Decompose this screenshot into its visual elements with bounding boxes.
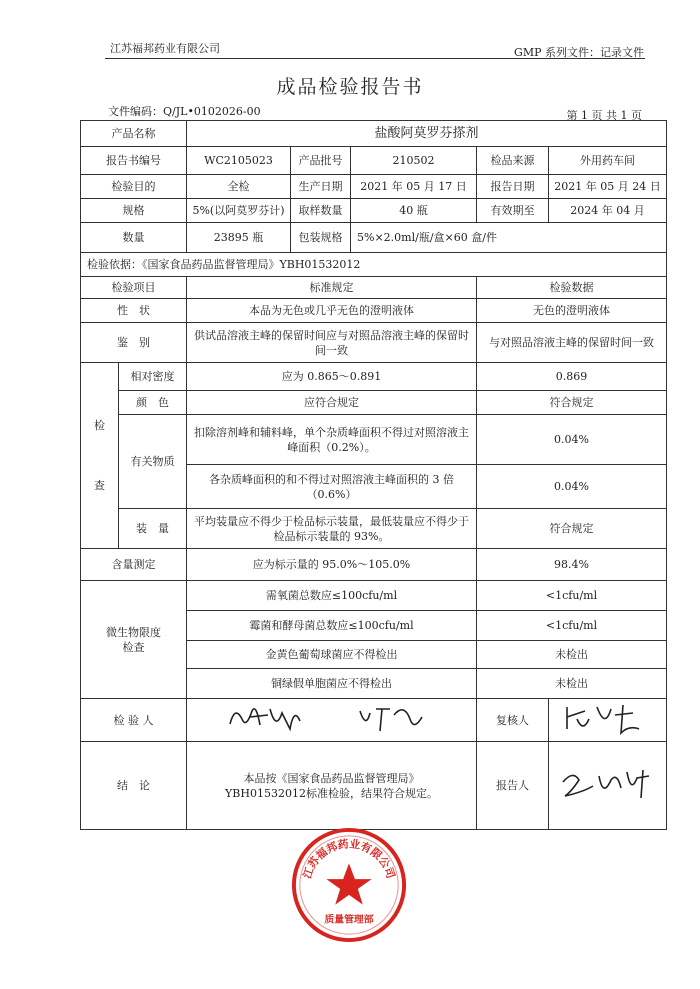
impurities-label: 有关物质 xyxy=(119,415,187,509)
quantity-value: 23895 瓶 xyxy=(187,223,291,253)
identification-result: 与对照品溶液主峰的保留时间一致 xyxy=(477,323,667,363)
purpose-value: 全检 xyxy=(187,175,291,199)
document-type: GMP 系列文件：记录文件 xyxy=(514,46,644,59)
inspector-signatures xyxy=(187,699,477,742)
identification-standard: 供试品溶液主峰的保留时间应与对照品溶液主峰的保留时间一致 xyxy=(187,323,477,363)
report-no-value: WC2105023 xyxy=(187,147,291,175)
mfg-date-label: 生产日期 xyxy=(291,175,351,199)
micro-result: 未检出 xyxy=(477,669,667,699)
expiry-label: 有效期至 xyxy=(477,199,549,223)
micro-standard: 霉菌和酵母菌总数应≤100cfu/ml xyxy=(187,611,477,641)
batch-value: 210502 xyxy=(351,147,477,175)
inspector-signature-image xyxy=(190,699,477,737)
inspection-basis: 检验依据：《国家食品药品监督管理局》YBH01532012 xyxy=(81,253,667,277)
assay-result: 98.4% xyxy=(477,549,667,581)
product-name-value: 盐酸阿莫罗芬搽剂 xyxy=(187,121,667,147)
report-no-label: 报告书编号 xyxy=(81,147,187,175)
sample-qty-label: 取样数量 xyxy=(291,199,351,223)
micro-result: 未检出 xyxy=(477,641,667,669)
color-result: 符合规定 xyxy=(477,391,667,415)
spec-label: 规格 xyxy=(81,199,187,223)
density-standard: 应为 0.865～0.891 xyxy=(187,363,477,391)
micro-label-1: 微生物限度 xyxy=(106,625,161,639)
assay-label: 含量测定 xyxy=(81,549,187,581)
micro-result: <1cfu/ml xyxy=(477,581,667,611)
impurity-single-standard: 扣除溶剂峰和辅料峰，单个杂质峰面积不得过对照溶液主峰面积（0.2%）。 xyxy=(187,415,477,465)
micro-standard: 金黄色葡萄球菌应不得检出 xyxy=(187,641,477,669)
sample-qty-value: 40 瓶 xyxy=(351,199,477,223)
company-seal xyxy=(290,826,408,944)
product-name-label: 产品名称 xyxy=(81,121,187,147)
batch-label: 产品批号 xyxy=(291,147,351,175)
assay-standard: 应为标示量的 95.0%～105.0% xyxy=(187,549,477,581)
inspector-label: 检 验 人 xyxy=(81,699,187,742)
source-label: 检品来源 xyxy=(477,147,549,175)
appearance-label: 性 状 xyxy=(81,299,187,323)
document-number: 文件编码：Q/JL•0102026-00 xyxy=(108,105,261,118)
purpose-label: 检验目的 xyxy=(81,175,187,199)
page-indicator: 第 1 页 共 1 页 xyxy=(566,109,642,122)
color-label: 颜 色 xyxy=(119,391,187,415)
report-title: 成品检验报告书 xyxy=(276,76,424,98)
density-label: 相对密度 xyxy=(119,363,187,391)
package-value: 5%×2.0ml/瓶/盒×60 盒/件 xyxy=(351,223,667,253)
expiry-value: 2024 年 04 月 xyxy=(549,199,667,223)
check-label-2: 查 xyxy=(94,479,105,492)
appearance-result: 无色的澄明液体 xyxy=(477,299,667,323)
header-divider xyxy=(105,58,645,59)
col-standard-header: 标准规定 xyxy=(187,277,477,299)
identification-label: 鉴 别 xyxy=(81,323,187,363)
reporter-signature xyxy=(549,742,667,830)
check-label-1: 检 xyxy=(94,419,105,432)
col-item-header: 检验项目 xyxy=(81,277,187,299)
reviewer-signature xyxy=(549,699,667,742)
reporter-label: 报告人 xyxy=(477,742,549,830)
reviewer-label: 复核人 xyxy=(477,699,549,742)
source-value: 外用药车间 xyxy=(549,147,667,175)
micro-result: <1cfu/ml xyxy=(477,611,667,641)
inspection-report-table xyxy=(80,120,667,830)
micro-standard: 铜绿假单胞菌应不得检出 xyxy=(187,669,477,699)
package-label: 包装规格 xyxy=(291,223,351,253)
reporter-signature-image xyxy=(553,762,663,806)
micro-standard: 需氧菌总数应≤100cfu/ml xyxy=(187,581,477,611)
seal-bottom-text: 质量管理部 xyxy=(324,914,374,926)
micro-label-2: 检查 xyxy=(122,640,145,654)
company-name: 江苏福邦药业有限公司 xyxy=(110,42,220,55)
report-date-value: 2021 年 05 月 24 日 xyxy=(549,175,667,199)
col-result-header: 检验数据 xyxy=(477,277,667,299)
conclusion-text: 本品按《国家食品药品监督管理局》YBH01532012标准检验，结果符合规定。 xyxy=(187,742,477,830)
spec-value: 5%(以阿莫罗芬计) xyxy=(187,199,291,223)
mfg-date-value: 2021 年 05 月 17 日 xyxy=(351,175,477,199)
seal-arc-text: 江苏福邦药业有限公司 xyxy=(300,837,398,881)
density-result: 0.869 xyxy=(477,363,667,391)
color-standard: 应符合规定 xyxy=(187,391,477,415)
reviewer-signature-image xyxy=(553,699,663,737)
filling-standard: 平均装量应不得少于检品标示装量，最低装量应不得少于检品标示装量的 93%。 xyxy=(187,509,477,549)
impurity-single-result: 0.04% xyxy=(477,415,667,465)
impurity-total-result: 0.04% xyxy=(477,465,667,509)
impurity-total-standard: 各杂质峰面积的和不得过对照溶液主峰面积的 3 倍（0.6%） xyxy=(187,465,477,509)
conclusion-label: 结 论 xyxy=(81,742,187,830)
filling-label: 装 量 xyxy=(119,509,187,549)
filling-result: 符合规定 xyxy=(477,509,667,549)
appearance-standard: 本品为无色或几乎无色的澄明液体 xyxy=(187,299,477,323)
micro-section-label xyxy=(81,581,187,699)
quantity-label: 数量 xyxy=(81,223,187,253)
report-date-label: 报告日期 xyxy=(477,175,549,199)
check-section-label xyxy=(81,363,119,549)
